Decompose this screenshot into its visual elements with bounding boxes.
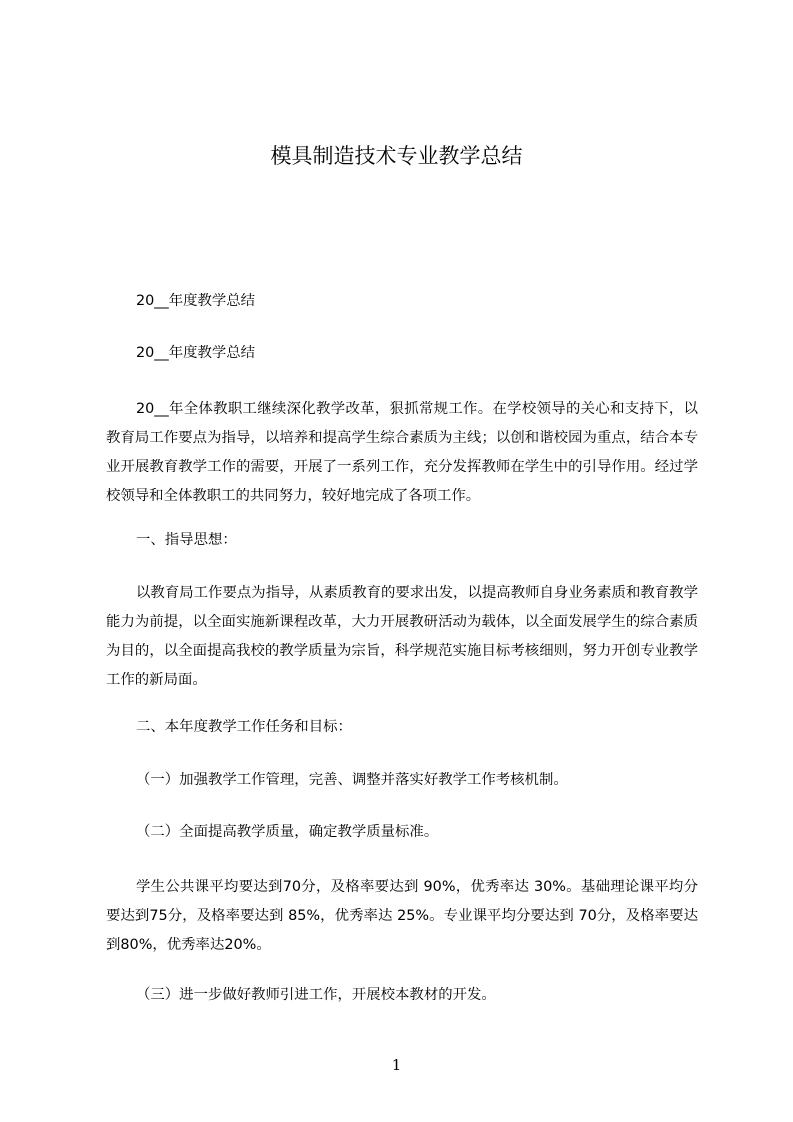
item-teaching-management: （一）加强教学工作管理，完善、调整并落实好教学工作考核机制。 <box>136 772 568 788</box>
item-teaching-quality: （二）全面提高教学质量，确定教学质量标准。 <box>136 824 439 840</box>
document-title: 模具制造技术专业教学总结 <box>270 144 523 168</box>
item-teacher-recruitment: （三）进一步做好教师引进工作，开展校本教材的开发。 <box>136 987 496 1003</box>
paragraph-score-targets: 学生公共课平均要达到70分，及格率要达到 90%，优秀率达 30%。基础理论课平均分要达到75分，及格率要达到 85%，优秀率达 25%。专业课平均分要达到 70分，及格率要达到80%，优秀率达20%。 <box>106 879 698 953</box>
section-heading-guiding-ideology: 一、指导思想： <box>136 532 237 548</box>
paragraph-heading-year: 20__年度教学总结 <box>136 293 256 309</box>
paragraph-heading-year-repeat: 20__年度教学总结 <box>136 345 256 361</box>
paragraph-guiding-ideology: 以教育局工作要点为指导，从素质教育的要求出发，以提高教师自身业务素质和教育教学能力为前提，以全面实施新课程改革，大力开展教研活动为载体，以全面发展学生的综合素质为目的，以全面提高我校的教学质量为宗旨，科学规范实施目标考核细则，努力开创专业教学工作的新局面。 <box>106 585 698 688</box>
paragraph-intro: 20__年全体教职工继续深化教学改革，狠抓常规工作。在学校领导的关心和支持下，以教育局工作要点为指导，以培养和提高学生综合素质为主线；以创和谐校园为重点，结合本专业开展教育教学工作的需要，开展了一系列工作，充分发挥教师在学生中的引导作用。经过学校领导和全体教职工的共同努力，较好地完成了各项工作。 <box>106 401 698 504</box>
page-number: 1 <box>391 1056 402 1074</box>
section-heading-tasks-goals: 二、本年度教学工作任务和目标： <box>136 719 352 735</box>
